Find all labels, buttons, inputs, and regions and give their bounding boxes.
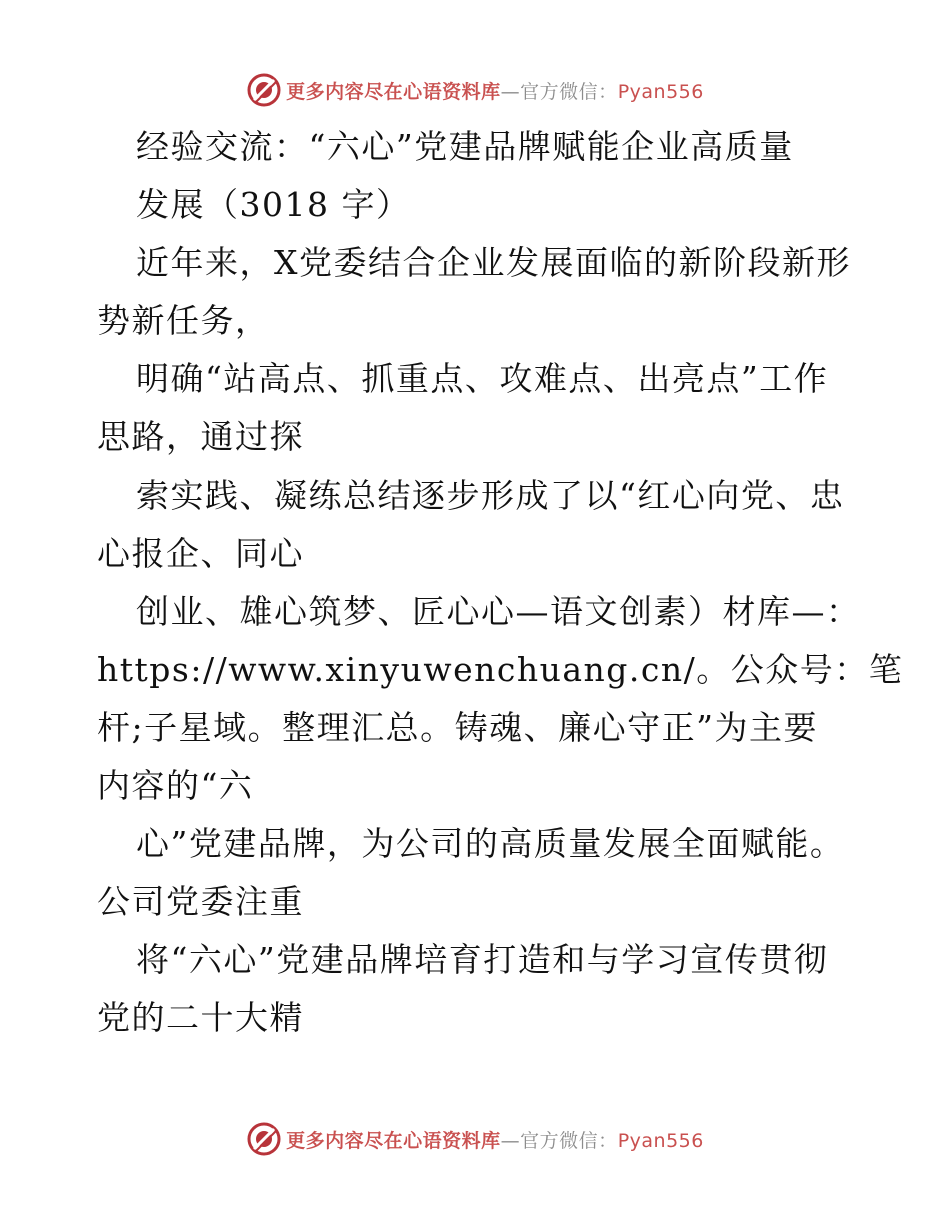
document-line: 索实践、凝练总结逐步形成了以“红心向党、忠	[136, 476, 845, 515]
document-line: 明确“站高点、抓重点、攻难点、出亮点”工作	[136, 359, 829, 398]
document-line: 发展（3018 字）	[136, 185, 411, 224]
document-line: 经验交流：“六心”党建品牌赋能企业高质量	[136, 127, 794, 166]
document-line: 思路，通过探	[97, 417, 304, 456]
document-line: 创业、雄心筑梦、匠心心—语文创素）材库—：	[136, 592, 861, 631]
brand-logo-icon	[246, 1121, 282, 1157]
watermark-brand: 更多内容尽在心语资料库	[286, 1129, 501, 1152]
document-line: 将“六心”党建品牌培育打造和与学习宣传贯彻	[136, 940, 829, 979]
watermark-handle: Pyan556	[617, 1129, 704, 1152]
watermark-brand: 更多内容尽在心语资料库	[286, 80, 501, 103]
document-line: 杆;子星域。整理汇总。铸魂、廉心守正”为主要	[97, 708, 818, 747]
document-line: 近年来，X党委结合企业发展面临的新阶段新形	[136, 243, 851, 282]
footer-watermark	[0, 1117, 950, 1161]
document-line: 心报企、同心	[97, 534, 304, 573]
document-line: 公司党委注重	[97, 882, 304, 921]
brand-logo-icon	[246, 72, 282, 108]
watermark-label: —官方微信：	[500, 80, 618, 103]
document-link-line: https://www.xinyuwenchuang.cn/。公众号：笔	[97, 650, 904, 689]
document-line: 内容的“六	[97, 766, 254, 805]
watermark-label: —官方微信：	[500, 1129, 618, 1152]
document-line: 心”党建品牌，为公司的高质量发展全面赋能。	[136, 824, 845, 863]
document-line: 势新任务，	[97, 301, 270, 340]
document-line: 党的二十大精	[97, 998, 304, 1037]
header-watermark	[0, 68, 950, 112]
watermark-handle: Pyan556	[617, 80, 704, 103]
